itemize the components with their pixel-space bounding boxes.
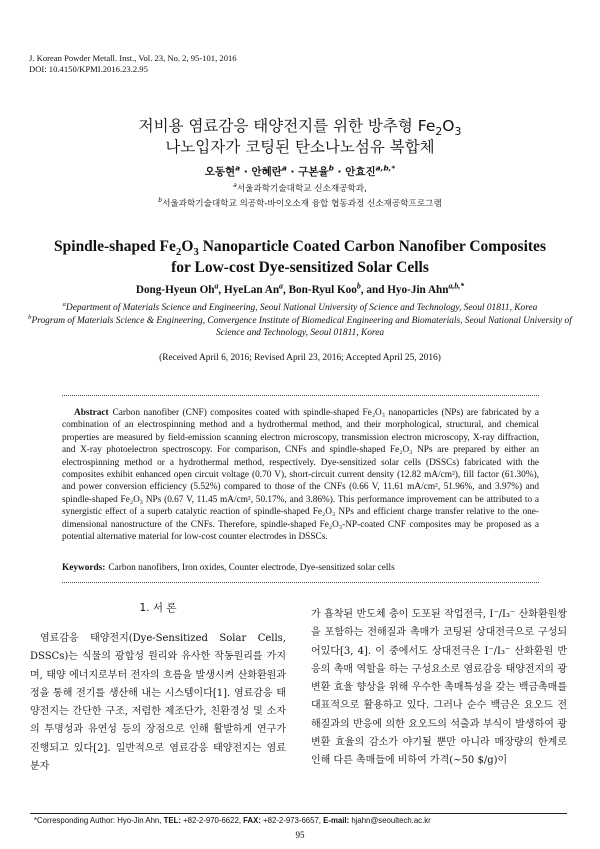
korean-authors: 오동현$^a$ · 안혜란$^a$ · 구본율$^b$ · 안효진$^{a,b,*}$: [204, 163, 396, 178]
english-affiliations: [24, 302, 576, 340]
email-address: hjahn@seoultech.ac.kr: [351, 816, 431, 825]
affiliation-a: $^a$Department of Materials Science and Engineering, Seoul National University of Science and Technology, Seoul 01811, Korea: [62, 300, 538, 313]
korean-affiliation-b: $^b$서울과학기술대학교 의공학-바이오소재 융합 협동과정 신소재공학프로그램: [158, 197, 442, 209]
journal-citation: J. Korean Powder Metall. Inst., Vol. 23, No. 2, 95-101, 2016: [29, 53, 237, 63]
author-name: 오동현: [204, 166, 236, 178]
author-name: Dong-Hyeun Oh: [135, 284, 215, 296]
korean-affiliation-a: $^a$서울과학기술대학교 신소재공학과,: [233, 182, 367, 194]
english-authors: Dong-Hyeun Oh$^a$, HyeLan An$^a$, Bon-Ryul Koo$^b$, and Hyo-Jin Ahn$^{a,b,*}$: [135, 281, 465, 296]
author-name: Bon-Ryul Koo: [288, 284, 357, 296]
author-name: Hyo-Jin Ahn: [387, 284, 449, 296]
abstract-text: Carbon nanofiber (CNF) composites coated with spindle-shaped Fe₂O₃ nanoparticles (NPs) are fabricated by a combination of an electrospinning method and a hydrothermal method, and their morphological, structural, and chemical properties are measured by field-emission scanning electron microscopy, transmission electron microscopy, X-ray diffraction, and X-ray photoelectron spectroscopy. For comparison, CNFs and spindle-shaped Fe₂O₃ NPs are prepared by either an electrospinning method or a hydrothermal method, respectively. Dye-sensitized solar cells (DSSCs) fabricated with the composites exhibit enhanced open circuit voltage (0.70 V), short-circuit current density (12.82 mA/cm²), fill factor (61.30%), and power conversion efficiency (5.52%) compared to those of the CNFs (0.66 V, 11.61 mA/cm², 51.96%, and 3.97%) and spindle-shaped Fe₂O₃ NPs (0.67 V, 11.45 mA/cm², 50.17%, and 3.86%). This performance improvement can be attributed to a synergistic effect of a superb catalytic reaction of spindle-shaped Fe₂O₃ NPs and efficient charge transfer relative to the one-dimensional nanostructure of the CNFs. Therefore, spindle-shaped Fe₂O₃-NP-coated CNF composites may be proposed as a potential alternative material for low-cost counter electrodes in DSSCs.: [62, 408, 539, 543]
english-title: Spindle-shaped $Fe_2O_3$ Nanoparticle Coated Carbon Nanofiber Composites for Low-cost Dye-sensitized Solar Cells: [54, 238, 546, 276]
korean-title: 저비용 염료감응 태양전지를 위한 방추형 $Fe_2O_3$ 나노입자가 코팅된 탄소나노섬유 복합체: [138, 117, 462, 156]
keywords: Keywords: Carbon nanofibers, Iron oxides, Counter electrode, Dye-sensitized solar cells: [62, 563, 395, 573]
abstract-top-divider: [62, 395, 539, 396]
author-name: HyeLan An: [224, 284, 280, 296]
section-heading: 1. 서 론: [139, 602, 177, 614]
abstract: [62, 407, 539, 543]
abstract-label: Abstract: [74, 408, 109, 418]
doi: DOI: 10.4150/KPMI.2016.23.2.95: [29, 64, 148, 74]
page-number: 95: [295, 830, 305, 840]
author-name: 구본율: [298, 166, 329, 178]
body-column-right: 가 흡착된 반도체 층이 도포된 작업전극, I⁻/I₃⁻ 산화환원쌍을 포함하는 전해질과 촉매가 코팅된 상대전극으로 구성되어있다[3, 4]. 이 중에서도 상대전극은 I⁻/I₃⁻ 산화환원 반응의 촉매 역할을 하는 구성요소로 염료감응 태양전지의 광변환 효율 향상을 위해 우수한 촉매특성을 갖는 백금촉매를 대표적으로 활용하고 있다. 그러나 순수 백금은 요오드 전해질과의 반응에 의한 요오드의 석출과 부식이 발생하여 광변환 효율의 감소가 야기될 뿐만 아니라 매장량의 한계로 인해 다른 촉매들에 비하여 가격(~50 $/g)이: [311, 609, 567, 767]
abstract-bottom-divider: [62, 582, 539, 583]
affiliation-b: $^b$Program of Materials Science & Engineering, Convergence Institute of Biomedical Engineering and Biomaterials, Seoul National University of Science and Technology, Seoul 01811, Korea: [28, 313, 572, 338]
body-column-left: 염료감응 태양전지(Dye-Sensitized Solar Cells, DSSCs)는 식물의 광합성 원리와 유사한 작동원리를 가지며, 태양 에너지로부터 전자의 흐름을 발생시켜 산화환원과정을 통해 전기를 생산해 내는 시스템이다[1]. 염료감응 태양전지는 간단한 구조, 저렴한 제조단가, 친환경성 및 소자의 투명성과 유연성 등의 장점으로 인해 활발하게 연구가 진행되고 있다[2]. 일반적으로 염료감응 태양전지는 염료 분자: [30, 633, 286, 773]
journal-header: [29, 53, 237, 75]
author-name: 안효진: [345, 166, 376, 178]
author-name: 안혜란: [251, 166, 282, 178]
footnote-divider: [30, 813, 567, 814]
received-dates: (Received April 6, 2016; Revised April 23, 2016; Accepted April 25, 2016): [159, 353, 441, 363]
footnote: *Corresponding Author: Hyo-Jin Ahn, TEL: +82-2-970-6622, FAX: +82-2-973-6657, E-mail: hjahn@seoultech.ac.kr: [34, 816, 431, 825]
